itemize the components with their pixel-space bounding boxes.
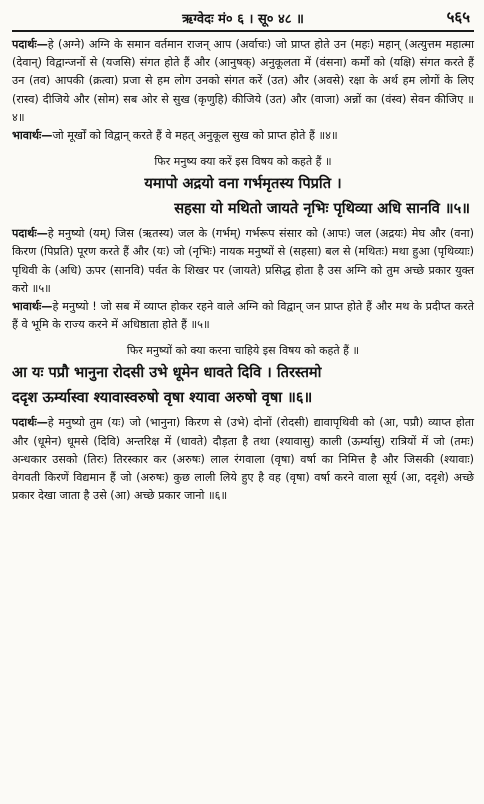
padartha-text: हे मनुष्यो तुम (यः) जो (भानुना) किरण से (उभे) दोनों (रोदसी) द्यावापृथिवी को (आ, पप्रौ) व्याप्त होता और (धूमेन) धूमसे (दिवि) अन्तरिक्ष में (धावते) दौड़ता है तथा (श्यावासु) काली (ऊर्म्यासु) रात्रियों में जो (तमः) अन्धकार उसको (तिरः) तिरस्कार कर (अरुषः) लाल रंगवाला (वृषा) वर्षा का निमित्त है और जिसकी (श्यावाः) वेगवती किरणें विद्यमान हैं जो (अरुषः) कुछ लाली लिये हुए है वह (वृषा) वर्षा करने वाला सूर्य (आ, ददृशे) अच्छे प्रकार देखा जाता है उसे (आ) अच्छे प्रकार जानो ॥६॥ [12, 416, 474, 503]
bhavartha-label: भावार्थः— [12, 129, 53, 143]
padartha-paragraph [12, 414, 474, 505]
mantra-line: आ यः पप्रौ भानुना रोदसी उभे धूमेन धावते दिवि । तिरस्तमो [12, 364, 322, 382]
mantra-line: यमापो अद्रयो वना गर्भमृतस्य पिप्रति । [144, 175, 342, 193]
section-intro: फिर मनुष्यों को क्या करना चाहिये इस विषय को कहते हैं ॥ [126, 344, 360, 358]
running-head: ऋग्वेदः मं० ६ । सू० ४८ ॥ [182, 12, 304, 27]
padartha-paragraph [12, 225, 474, 298]
bhavartha-text: जो मूर्खों को विद्वान् करते हैं वे महत् अनुकूल सुख को प्राप्त होते हैं ॥४॥ [52, 129, 338, 143]
padartha-label: पदार्थः— [12, 227, 48, 241]
bhavartha-label: भावार्थः— [12, 300, 53, 314]
mantra-line: सहसा यो मथितो जायते नृभिः पृथिव्या अधि सानवि ॥५॥ [174, 200, 470, 218]
page-number: ५६५ [446, 8, 470, 26]
bhavartha-paragraph [12, 298, 474, 334]
bhavartha-paragraph [12, 127, 474, 145]
padartha-label: पदार्थः— [12, 416, 48, 430]
padartha-paragraph [12, 36, 474, 127]
page-header [12, 6, 474, 32]
section-intro: फिर मनुष्य क्या करें इस विषय को कहते हैं ॥ [154, 155, 332, 169]
padartha-label: पदार्थः— [12, 38, 48, 51]
padartha-text: हे मनुष्यो (यम्) जिस (ऋतस्य) जल के (गर्भम्) गर्भरूप संसार को (आपः) जल (अद्रयः) मेघ और (वना) किरण (पिप्रति) पूरण करते हैं और (यः) जो (नृभिः) नायक मनुष्यों से (सहसा) बल से (मथितः) मथा हुआ (पृथिव्याः) पृथिवी के (अधि) ऊपर (सानवि) पर्वत के शिखर पर (जायते) प्रसिद्ध होता है उस अग्नि को तुम अच्छे प्रकार युक्त करो ॥५॥ [12, 227, 474, 295]
bhavartha-text: हे मनुष्यो ! जो सब में व्याप्त होकर रहने वाले अग्नि को विद्वान् जन प्राप्त होते हैं और मथ के प्रदीप्त करते हैं वे भूमि के राज्य करने में अधिष्ठाता होते हैं ॥५॥ [12, 300, 474, 332]
padartha-text: हे (अग्ने) अग्नि के समान वर्तमान राजन् आप (अर्वाचः) जो प्राप्त होते उन (महः) महान् (अत्युत्तम महात्मा (देवान्) विद्वान्जनों से (यजसि) संगत होते हैं और (आनुषक्) अनुकूलता में (वंसना) कर्मों को (यक्षि) संगत करते हैं उन (तव) आपकी (क्रत्वा) प्रजा से हम लोग उनको संगत करें (उत) और (अवसे) रक्षा के अर्थ हम लोगों के लिए (रास्व) दीजिये और (सोम) सब ओर से सुख (कृणुहि) कीजिये (उत) और (वाजा) अन्नों का (वंस्व) सेवन कीजिए ॥४॥ [12, 38, 474, 124]
mantra-line: ददृश ऊर्म्यास्वा श्यावास्वरुषो वृषा श्यावा अरुषो वृषा ॥६॥ [12, 389, 313, 407]
